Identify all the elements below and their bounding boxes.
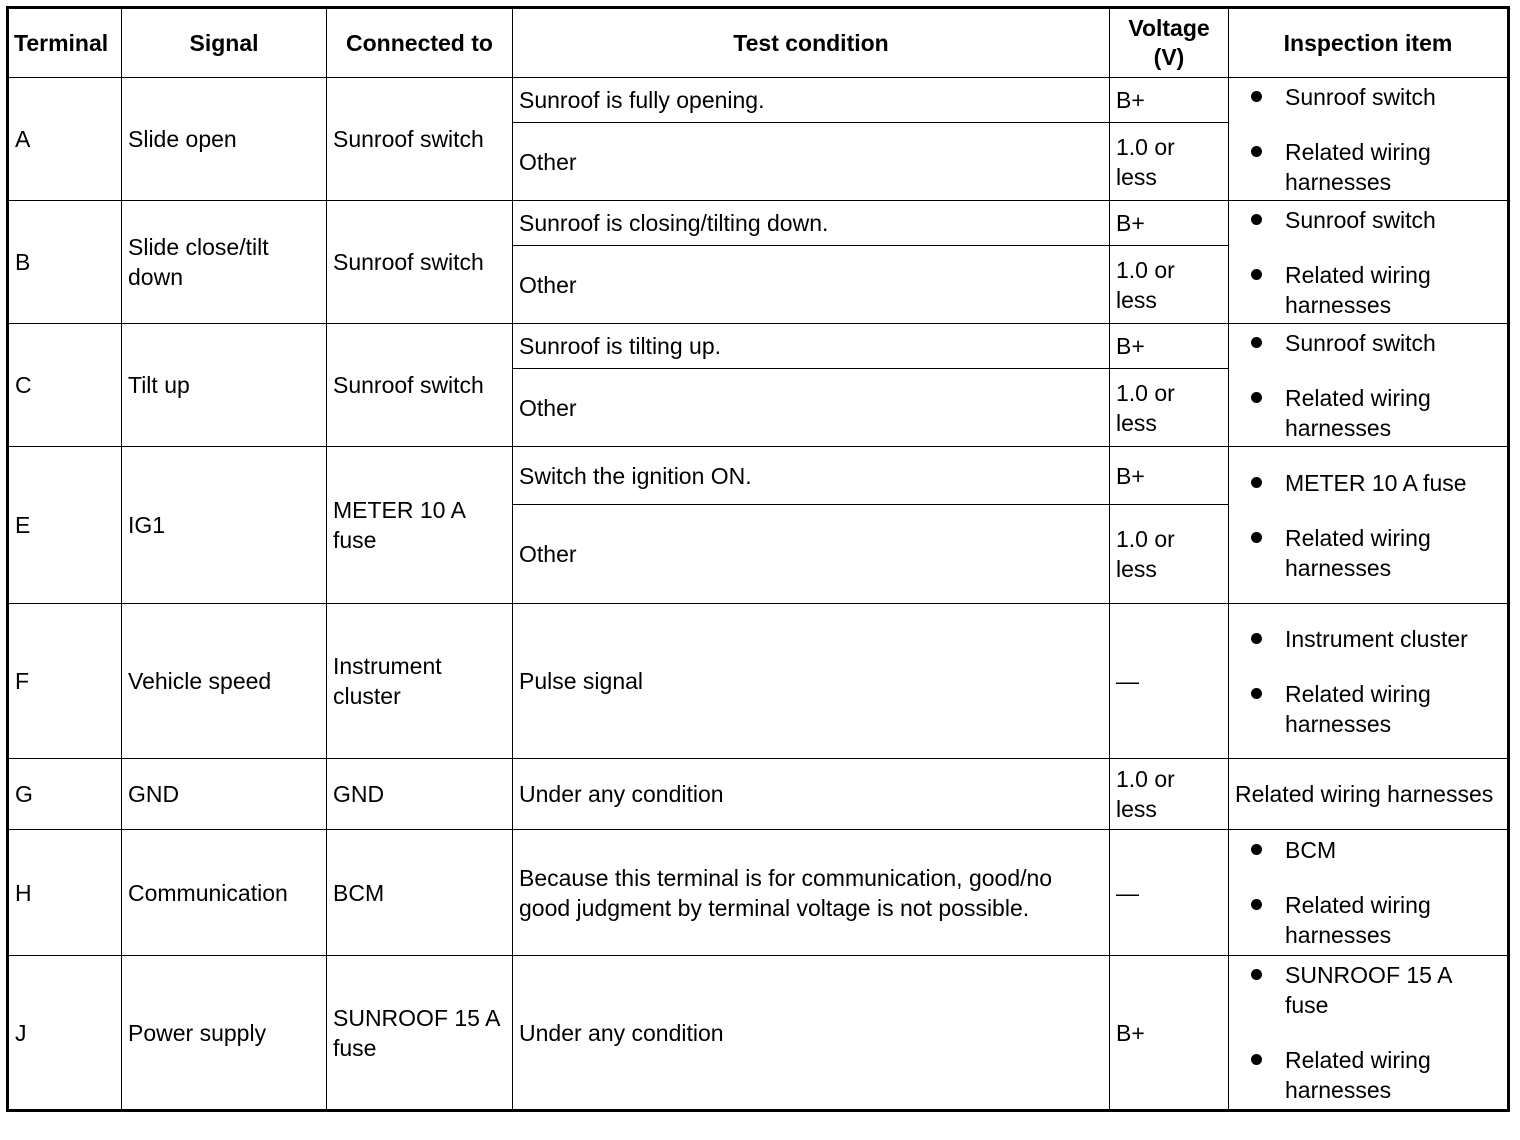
header-inspection-item: Inspection item xyxy=(1229,8,1509,78)
inspection-cell xyxy=(1229,201,1509,324)
connected-to-cell: GND xyxy=(327,759,513,830)
inspection-item: Related wiring harnesses xyxy=(1285,679,1501,739)
terminal-cell: H xyxy=(8,830,122,956)
voltage-cell: B+ xyxy=(1110,447,1229,505)
signal-cell: IG1 xyxy=(122,447,327,604)
condition-cell: Switch the ignition ON. xyxy=(513,447,1110,505)
inspection-item: Related wiring harnesses xyxy=(1285,890,1501,950)
header-connected-to: Connected to xyxy=(327,8,513,78)
table-row xyxy=(8,447,1509,505)
voltage-cell: 1.0 or less xyxy=(1110,123,1229,201)
condition-cell: Other xyxy=(513,246,1110,324)
inspection-cell xyxy=(1229,604,1509,759)
connected-to-cell: Sunroof switch xyxy=(327,78,513,201)
inspection-item: Sunroof switch xyxy=(1285,328,1501,358)
voltage-cell: 1.0 or less xyxy=(1110,369,1229,447)
condition-cell: Other xyxy=(513,123,1110,201)
terminal-cell: F xyxy=(8,604,122,759)
signal-cell: GND xyxy=(122,759,327,830)
condition-cell: Sunroof is fully opening. xyxy=(513,78,1110,123)
terminal-cell: A xyxy=(8,78,122,201)
terminal-inspection-table xyxy=(6,6,1510,1112)
table-row xyxy=(8,759,1509,830)
inspection-item: Related wiring harnesses xyxy=(1285,523,1501,583)
voltage-cell: B+ xyxy=(1110,78,1229,123)
inspection-text: Related wiring harnesses xyxy=(1235,781,1494,807)
table-row xyxy=(8,201,1509,246)
signal-cell: Communication xyxy=(122,830,327,956)
terminal-cell: C xyxy=(8,324,122,447)
connected-to-cell: SUNROOF 15 A fuse xyxy=(327,956,513,1111)
table-row xyxy=(8,956,1509,1111)
voltage-cell: 1.0 or less xyxy=(1110,505,1229,604)
inspection-cell xyxy=(1229,956,1509,1111)
terminal-cell: J xyxy=(8,956,122,1111)
voltage-cell: — xyxy=(1110,604,1229,759)
connected-to-cell: Instrument cluster xyxy=(327,604,513,759)
terminal-cell: E xyxy=(8,447,122,604)
signal-cell: Slide open xyxy=(122,78,327,201)
condition-cell: Other xyxy=(513,369,1110,447)
signal-cell: Vehicle speed xyxy=(122,604,327,759)
connected-to-cell: METER 10 A fuse xyxy=(327,447,513,604)
condition-cell: Under any condition xyxy=(513,956,1110,1111)
inspection-item: Sunroof switch xyxy=(1285,82,1501,112)
condition-cell: Sunroof is closing/tilting down. xyxy=(513,201,1110,246)
connected-to-cell: Sunroof switch xyxy=(327,324,513,447)
inspection-item: SUNROOF 15 A fuse xyxy=(1285,960,1501,1020)
inspection-item: Sunroof switch xyxy=(1285,205,1501,235)
header-terminal: Terminal xyxy=(8,8,122,78)
header-test-condition: Test condition xyxy=(513,8,1110,78)
inspection-cell xyxy=(1229,447,1509,604)
table-row xyxy=(8,78,1509,123)
condition-cell: Other xyxy=(513,505,1110,604)
signal-cell: Slide close/tilt down xyxy=(122,201,327,324)
header-row xyxy=(8,8,1509,78)
header-voltage: Voltage (V) xyxy=(1110,8,1229,78)
voltage-cell: — xyxy=(1110,830,1229,956)
header-signal: Signal xyxy=(122,8,327,78)
inspection-cell xyxy=(1229,324,1509,447)
inspection-item: Related wiring harnesses xyxy=(1285,1045,1501,1105)
inspection-item: Related wiring harnesses xyxy=(1285,137,1501,197)
inspection-item: METER 10 A fuse xyxy=(1285,468,1501,498)
inspection-item: Related wiring harnesses xyxy=(1285,260,1501,320)
table-row xyxy=(8,604,1509,759)
condition-cell: Under any condition xyxy=(513,759,1110,830)
inspection-item: BCM xyxy=(1285,835,1501,865)
condition-cell: Because this terminal is for communication, good/no good judgment by terminal voltage is not possible. xyxy=(513,830,1110,956)
inspection-cell xyxy=(1229,759,1509,830)
signal-cell: Tilt up xyxy=(122,324,327,447)
condition-cell: Sunroof is tilting up. xyxy=(513,324,1110,369)
voltage-cell: B+ xyxy=(1110,201,1229,246)
inspection-cell xyxy=(1229,830,1509,956)
table-row xyxy=(8,830,1509,956)
inspection-cell xyxy=(1229,78,1509,201)
voltage-cell: 1.0 or less xyxy=(1110,759,1229,830)
voltage-cell: B+ xyxy=(1110,956,1229,1111)
inspection-item: Related wiring harnesses xyxy=(1285,383,1501,443)
voltage-cell: B+ xyxy=(1110,324,1229,369)
table-row xyxy=(8,324,1509,369)
inspection-item: Instrument cluster xyxy=(1285,624,1501,654)
terminal-cell: B xyxy=(8,201,122,324)
signal-cell: Power supply xyxy=(122,956,327,1111)
terminal-cell: G xyxy=(8,759,122,830)
connected-to-cell: Sunroof switch xyxy=(327,201,513,324)
voltage-cell: 1.0 or less xyxy=(1110,246,1229,324)
connected-to-cell: BCM xyxy=(327,830,513,956)
condition-cell: Pulse signal xyxy=(513,604,1110,759)
